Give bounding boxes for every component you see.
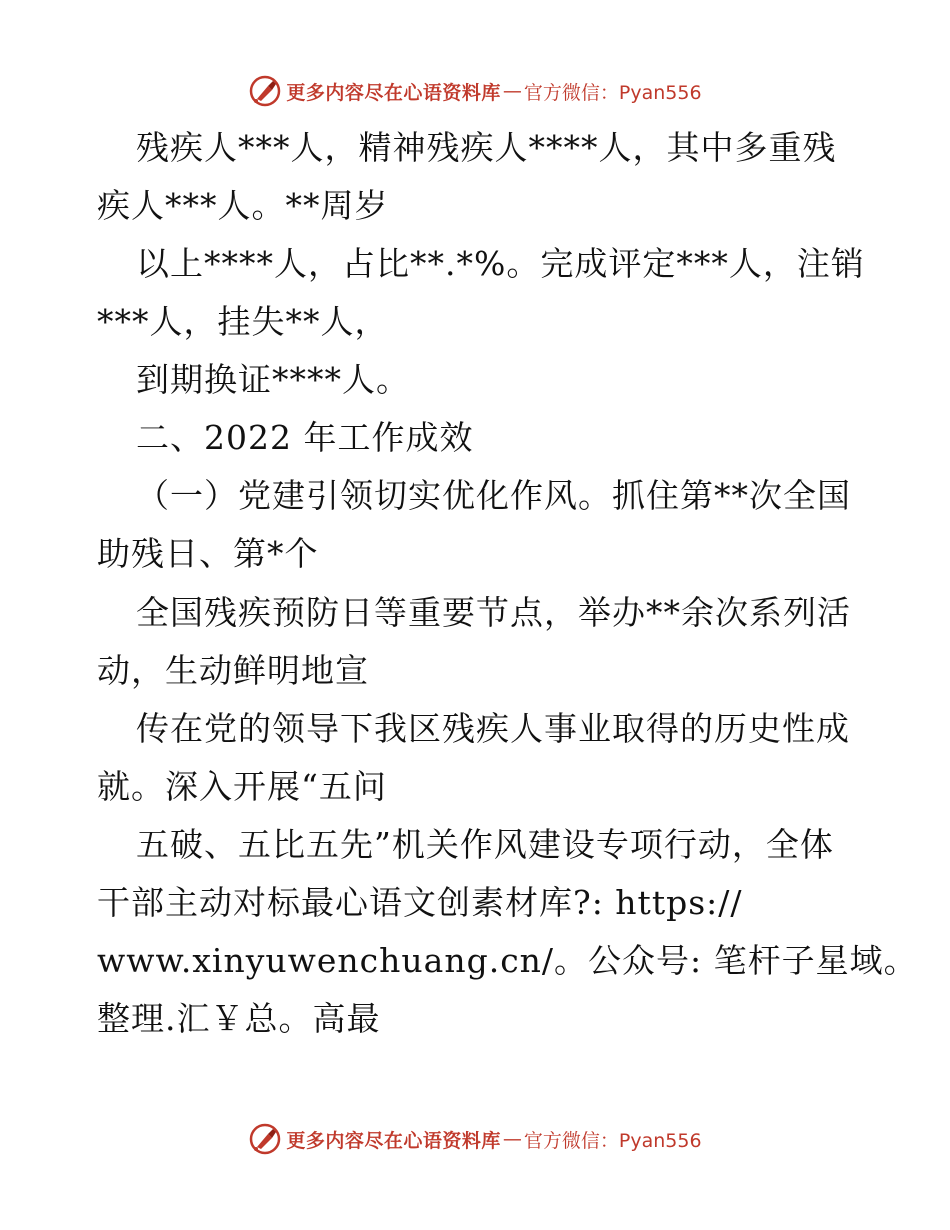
pen-nib-circle-icon (248, 74, 282, 108)
body-line: 动，生动鲜明地宣 (97, 651, 369, 690)
watermark-wechat: 官方微信：Pyan556 (523, 81, 702, 104)
body-line: 就。深入开展“五问 (97, 767, 387, 806)
body-line: （一）党建引领切实优化作风。抓住第**次全国 (136, 476, 851, 515)
body-line: www.xinyuwenchuang.cn/。公众号: 笔杆子星域。 (97, 941, 918, 980)
watermark-banner-bottom (0, 1119, 950, 1159)
body-line: 疾人***人。**周岁 (97, 186, 389, 225)
body-line: 传在党的领导下我区残疾人事业取得的历史性成 (136, 709, 850, 748)
body-line: ***人，挂失**人， (97, 302, 389, 341)
watermark-separator: — (502, 1128, 522, 1150)
body-line: 助残日、第*个 (97, 534, 319, 573)
watermark-banner-top (0, 71, 950, 111)
watermark-brand: 更多内容尽在心语资料库 (286, 81, 501, 104)
section-heading: 二、2022 年工作成效 (136, 418, 474, 457)
body-line: 全国残疾预防日等重要节点，举办**余次系列活 (136, 593, 851, 632)
body-line: 五破、五比五先”机关作风建设专项行动，全体 (136, 825, 834, 864)
watermark-separator: — (502, 80, 522, 102)
body-line: 整理.汇￥总。高最 (97, 999, 381, 1038)
body-line: 干部主动对标最心语文创素材库?: https:// (97, 883, 743, 922)
pen-nib-circle-icon (248, 1122, 282, 1156)
watermark-wechat: 官方微信：Pyan556 (523, 1129, 702, 1152)
body-line: 残疾人***人，精神残疾人****人，其中多重残 (136, 128, 837, 167)
watermark-brand: 更多内容尽在心语资料库 (286, 1129, 501, 1152)
body-line: 到期换证****人。 (136, 360, 410, 399)
body-line: 以上****人，占比**.*%。完成评定***人，注销 (136, 244, 865, 283)
